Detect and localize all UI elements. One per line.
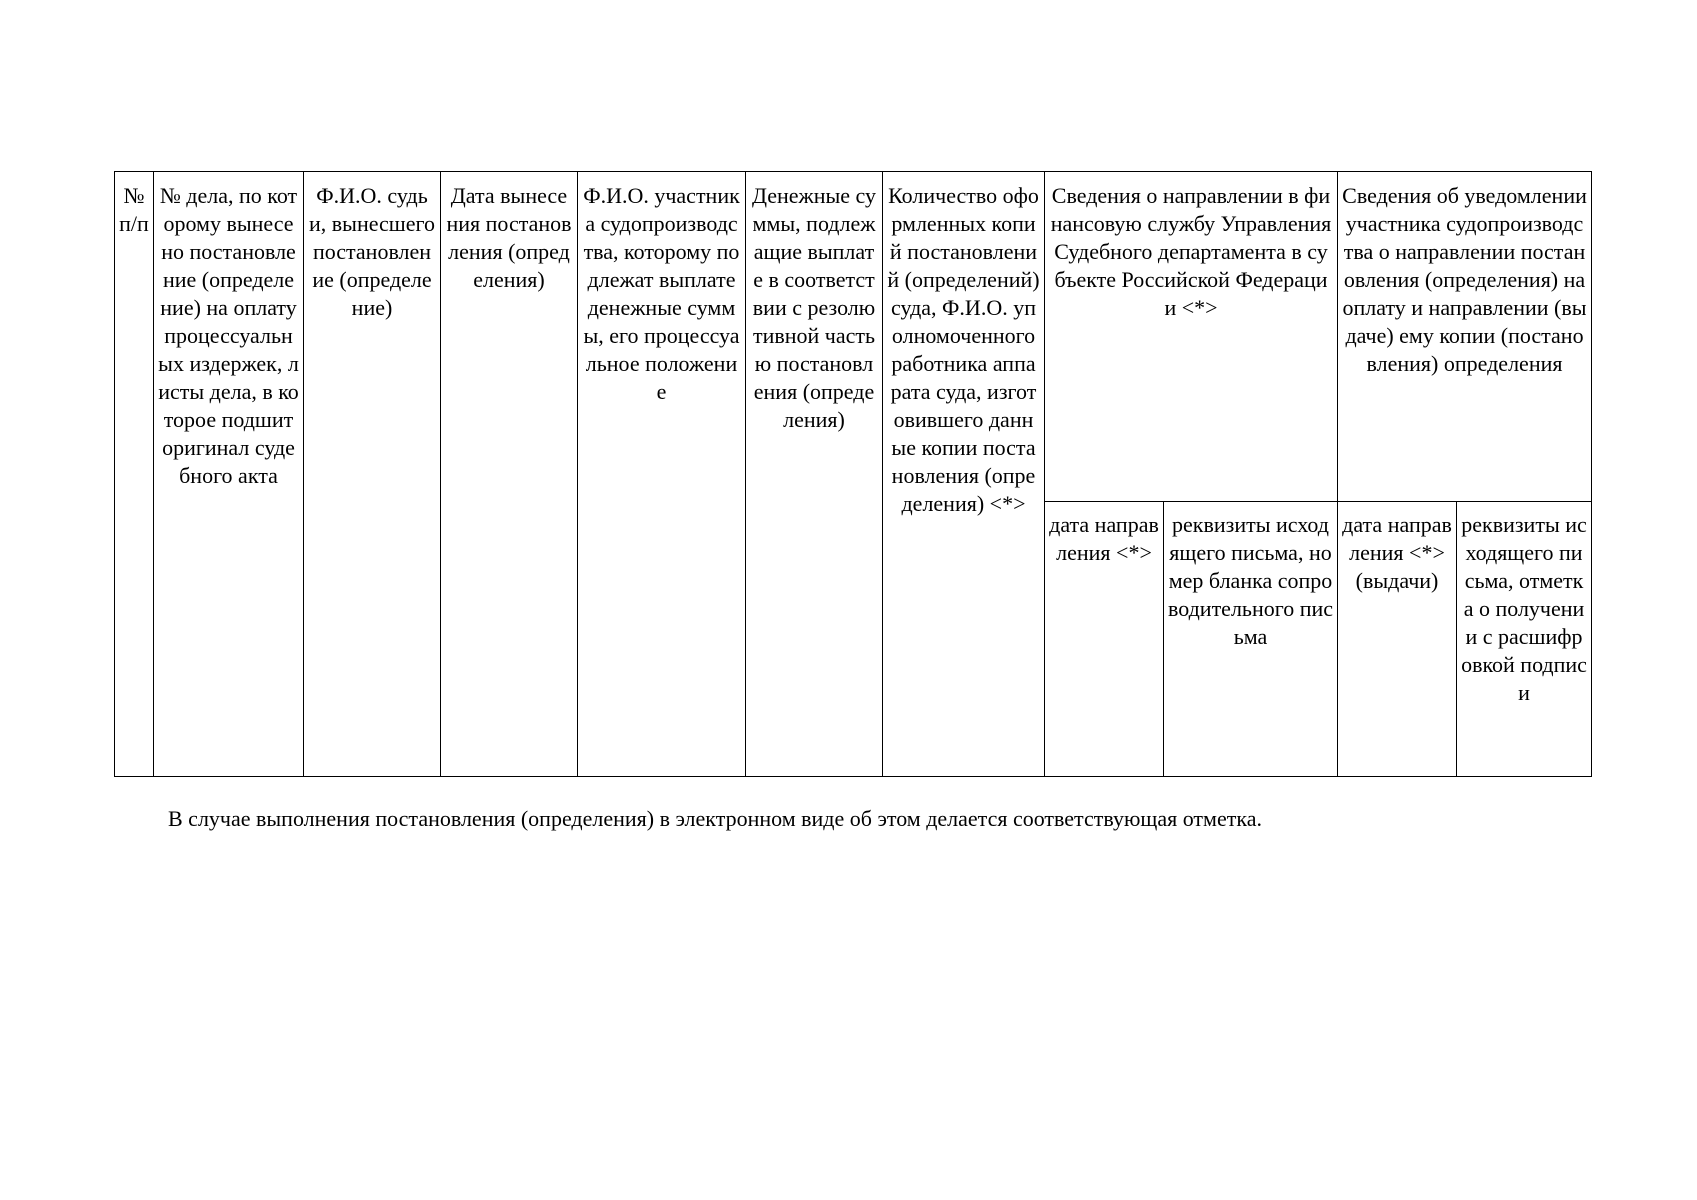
col-copies-header: Количество оформленных копий постановлений (определений) суда, Ф.И.О. уполномоченного работника аппарата суда, изготовившего данные копии постановления (определения) <*> — [883, 172, 1045, 777]
col-finance-date-header: дата направления <*> — [1045, 502, 1164, 777]
col-date-header: Дата вынесения постановления (определения) — [441, 172, 578, 777]
col-number-header: № п/п — [115, 172, 154, 777]
col-notify-group-header: Сведения об уведомлении участника судопроизводства о направлении постановления (определения) на оплату и направлении (выдаче) ему копии (постановления) определения — [1338, 172, 1592, 502]
col-finance-group-header: Сведения о направлении в финансовую службу Управления Судебного департамента в субъекте Российской Федерации <*> — [1045, 172, 1338, 502]
footnote-text: В случае выполнения постановления (определения) в электронном виде об этом делается соответствующая отметка. — [168, 806, 1262, 831]
col-sums-header: Денежные суммы, подлежащие выплате в соответствии с резолютивной частью постановления (определения) — [746, 172, 883, 777]
col-finance-details-header: реквизиты исходящего письма, номер бланка сопроводительного письма — [1164, 502, 1338, 777]
col-notify-details-header: реквизиты исходящего письма, отметка о получении с расшифровкой подписи — [1457, 502, 1592, 777]
header-row — [115, 172, 1592, 502]
col-case-header: № дела, по которому вынесено постановление (определение) на оплату процессуальных издержек, листы дела, в которое подшит оригинал судебного акта — [154, 172, 304, 777]
col-notify-date-header: дата направления <*> (выдачи) — [1338, 502, 1457, 777]
col-judge-header: Ф.И.О. судьи, вынесшего постановление (определение) — [304, 172, 441, 777]
col-participant-header: Ф.И.О. участника судопроизводства, которому подлежат выплате денежные суммы, его процессуальное положение — [578, 172, 746, 777]
register-header-table — [114, 171, 1592, 777]
